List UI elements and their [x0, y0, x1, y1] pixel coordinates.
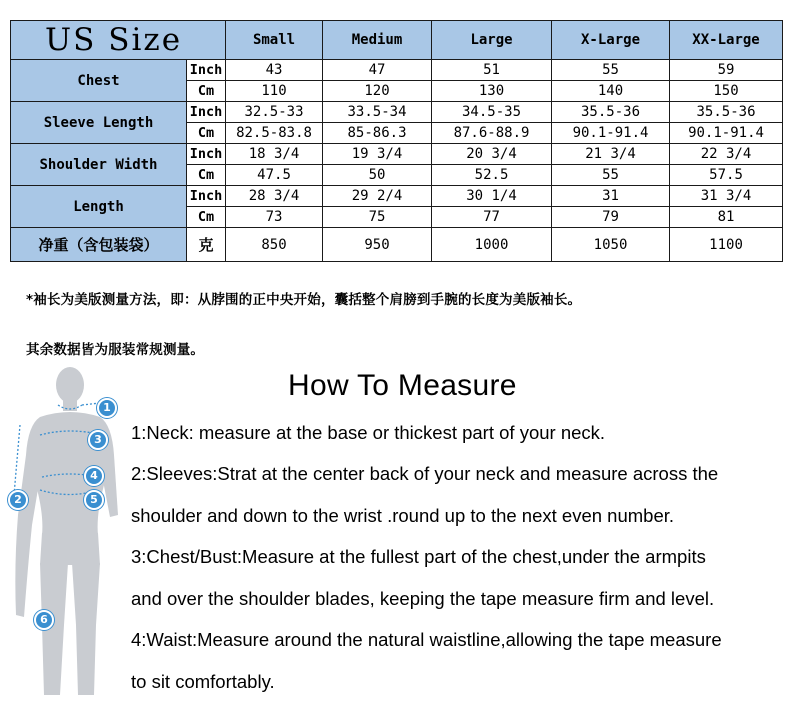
table-header-row [11, 21, 783, 60]
marker-1-icon: 1 [97, 398, 117, 418]
unit-label: Cm [187, 81, 226, 102]
unit-label: Cm [187, 165, 226, 186]
table-cell: 35.5-36 [552, 102, 670, 123]
marker-5-icon: 5 [84, 490, 104, 510]
table-cell: 34.5-35 [432, 102, 552, 123]
measurement-label: Length [11, 186, 187, 228]
table-cell: 110 [226, 81, 323, 102]
instruction-line: to sit comfortably. [131, 671, 275, 692]
table-cell: 82.5-83.8 [226, 123, 323, 144]
unit-label: Cm [187, 207, 226, 228]
instruction-line: 3:Chest/Bust:Measure at the fullest part of the chest,under the armpits [131, 546, 706, 567]
table-cell: 32.5-33 [226, 102, 323, 123]
table-cell: 22 3/4 [670, 144, 783, 165]
table-row [11, 228, 783, 262]
table-cell: 51 [432, 60, 552, 81]
table-cell: 55 [552, 165, 670, 186]
table-cell: 50 [323, 165, 432, 186]
table-cell: 21 3/4 [552, 144, 670, 165]
size-chart-table [10, 20, 783, 262]
measurement-note: 其余数据皆为服装常规测量。 [26, 342, 205, 358]
measurement-figure [0, 365, 130, 699]
table-cell: 28 3/4 [226, 186, 323, 207]
table-cell: 79 [552, 207, 670, 228]
unit-label: Cm [187, 123, 226, 144]
table-cell: 90.1-91.4 [552, 123, 670, 144]
table-cell: 31 [552, 186, 670, 207]
table-cell: 18 3/4 [226, 144, 323, 165]
unit-label: Inch [187, 186, 226, 207]
table-cell: 29 2/4 [323, 186, 432, 207]
table-cell: 31 3/4 [670, 186, 783, 207]
instruction-line: and over the shoulder blades, keeping the tape measure firm and level. [131, 588, 715, 609]
weight-label: 净重（含包装袋） [11, 228, 187, 262]
table-cell: 55 [552, 60, 670, 81]
measurement-label: Shoulder Width [11, 144, 187, 186]
marker-4-icon: 4 [84, 466, 104, 486]
table-cell: 1000 [432, 228, 552, 262]
table-cell: 20 3/4 [432, 144, 552, 165]
table-cell: 19 3/4 [323, 144, 432, 165]
table-cell: 33.5-34 [323, 102, 432, 123]
table-cell: 30 1/4 [432, 186, 552, 207]
marker-3-icon: 3 [88, 430, 108, 450]
table-cell: 90.1-91.4 [670, 123, 783, 144]
table-row [11, 186, 783, 207]
table-cell: 59 [670, 60, 783, 81]
measurement-label: Sleeve Length [11, 102, 187, 144]
size-header: Small [226, 21, 323, 60]
instruction-line: 1:Neck: measure at the base or thickest part of your neck. [131, 422, 606, 443]
table-cell: 950 [323, 228, 432, 262]
table-cell: 47.5 [226, 165, 323, 186]
unit-label: 克 [187, 228, 226, 262]
table-cell: 73 [226, 207, 323, 228]
size-header: Medium [323, 21, 432, 60]
table-cell: 850 [226, 228, 323, 262]
table-cell: 81 [670, 207, 783, 228]
table-row [11, 60, 783, 81]
measurement-label: Chest [11, 60, 187, 102]
unit-label: Inch [187, 144, 226, 165]
size-header: X-Large [552, 21, 670, 60]
marker-6-icon: 6 [34, 610, 54, 630]
instruction-line: shoulder and down to the wrist .round up to the next even number. [131, 505, 675, 526]
unit-label: Inch [187, 102, 226, 123]
table-cell: 43 [226, 60, 323, 81]
size-header: Large [432, 21, 552, 60]
unit-label: Inch [187, 60, 226, 81]
table-cell: 85-86.3 [323, 123, 432, 144]
table-cell: 47 [323, 60, 432, 81]
how-to-measure-title: How To Measure [288, 369, 517, 402]
table-cell: 140 [552, 81, 670, 102]
table-cell: 75 [323, 207, 432, 228]
table-row [11, 102, 783, 123]
instruction-line: 2:Sleeves:Strat at the center back of your neck and measure across the [131, 463, 719, 484]
table-title: US Size [11, 21, 226, 60]
size-header: XX-Large [670, 21, 783, 60]
table-cell: 120 [323, 81, 432, 102]
sleeve-note: *袖长为美版测量方法，即：从脖围的正中央开始，囊括整个肩膀到手腕的长度为美版袖长。 [26, 292, 582, 308]
table-cell: 1100 [670, 228, 783, 262]
table-cell: 57.5 [670, 165, 783, 186]
marker-2-icon: 2 [8, 490, 28, 510]
table-cell: 87.6-88.9 [432, 123, 552, 144]
table-cell: 1050 [552, 228, 670, 262]
table-row [11, 144, 783, 165]
table-cell: 77 [432, 207, 552, 228]
table-cell: 150 [670, 81, 783, 102]
table-cell: 52.5 [432, 165, 552, 186]
table-cell: 130 [432, 81, 552, 102]
instruction-line: 4:Waist:Measure around the natural waistline,allowing the tape measure [131, 629, 722, 650]
table-cell: 35.5-36 [670, 102, 783, 123]
